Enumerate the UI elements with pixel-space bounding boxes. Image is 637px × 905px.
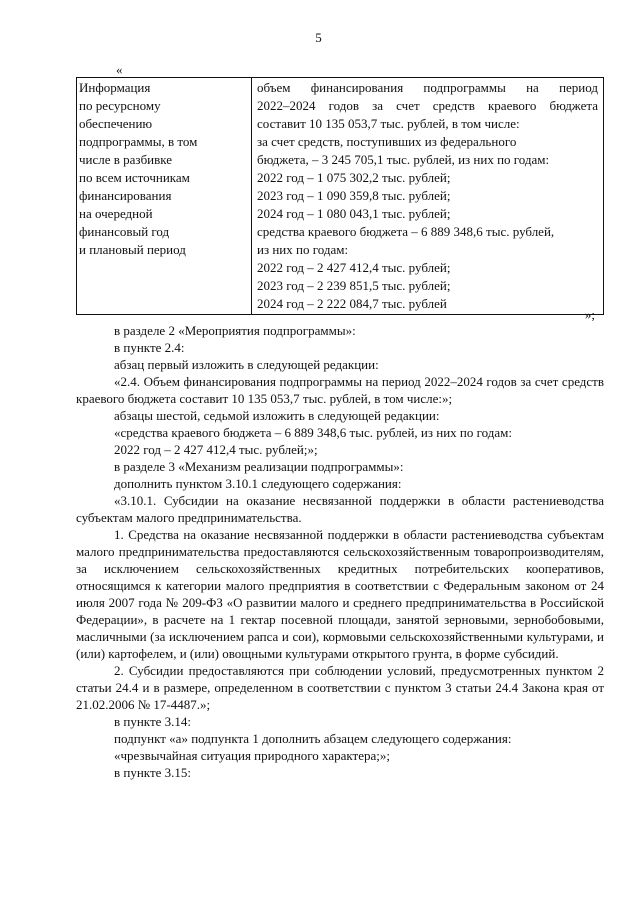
paragraph: абзацы шестой, седьмой изложить в следующей редакции: <box>114 408 440 423</box>
label-line: числе в разбивке <box>79 152 173 167</box>
value-line: из них по годам: <box>257 242 349 257</box>
paragraph: 2. Субсидии предоставляются при соблюдении условий, предусмотренных пунктом 2 статьи 24.4 и в размере, определенном в соответствии с пунктом 3 статьи 24.4 Закона края от 21.02.2006 № 17-4487.»; <box>76 663 604 712</box>
value-line: составит 10 135 053,7 тыс. рублей, в том числе: <box>257 116 520 131</box>
table-value-cell <box>252 78 604 315</box>
paragraph: 2022 год – 2 427 412,4 тыс. рублей;»; <box>114 442 318 457</box>
closing-quote-mark: »; <box>584 307 595 322</box>
table-label-cell <box>77 78 252 315</box>
paragraph: в пункте 3.15: <box>114 765 192 780</box>
label-line: обеспечению <box>79 116 153 131</box>
value-line: 2024 год – 1 080 043,1 тыс. рублей; <box>257 206 451 221</box>
label-line: и плановый период <box>79 242 186 257</box>
value-line: 2022–2024 годов за счет средств краевого бюджета <box>257 98 598 113</box>
label-line: на очередной <box>79 206 153 221</box>
page-number: 5 <box>315 30 322 45</box>
label-line: по всем источникам <box>79 170 190 185</box>
paragraph: в разделе 2 «Мероприятия подпрограммы»: <box>114 323 356 338</box>
value-line: 2023 год – 1 090 359,8 тыс. рублей; <box>257 188 451 203</box>
paragraph: в пункте 3.14: <box>114 714 192 729</box>
paragraph: 1. Средства на оказание несвязанной поддержки в области растениеводства субъектам малого предпринимательства предоставляются сельскохозяйственным товаропроизводителям, за исключением сельскохозяйственных кредитных потребительских кооперативов, относящимся к категории малого предприятия в соответствии с Федеральным законом от 24 июля 2007 года № 209-ФЗ «О развитии малого и среднего предпринимательства в Российской Федерации», в расчете на 1 гектар посевной площади, занятой зерновыми, зернобобовыми, масличными (за исключением рапса и сои), кормовыми сельскохозяйственными культурами, и (или) картофелем, и (или) овощными культурами открытого грунта, в форме субсидий. <box>76 527 604 661</box>
table-row <box>77 78 604 315</box>
label-line: финансовый год <box>79 224 170 239</box>
value-line: за счет средств, поступивших из федерального <box>257 134 517 149</box>
label-line: Информация <box>79 80 151 95</box>
paragraph: «2.4. Объем финансирования подпрограммы на период 2022–2024 годов за счет средств краевого бюджета составит 10 135 053,7 тыс. рублей, в том числе:»; <box>76 374 604 406</box>
value-line: 2023 год – 2 239 851,5 тыс. рублей; <box>257 278 451 293</box>
paragraph: дополнить пунктом 3.10.1 следующего содержания: <box>114 476 402 491</box>
label-line: по ресурсному <box>79 98 161 113</box>
value-line: объем финансирования подпрограммы на период <box>257 80 598 95</box>
label-line: финансирования <box>79 188 172 203</box>
opening-quote-mark: « <box>116 62 123 77</box>
paragraph: «3.10.1. Субсидии на оказание несвязанной поддержки в области растениеводства субъектам малого предпринимательства. <box>76 493 604 525</box>
paragraph: в пункте 2.4: <box>114 340 185 355</box>
paragraph: подпункт «а» подпункта 1 дополнить абзацем следующего содержания: <box>114 731 512 746</box>
label-line: подпрограммы, в том <box>79 134 198 149</box>
paragraph: «чрезвычайная ситуация природного характера;»; <box>114 748 391 763</box>
amendment-text <box>76 322 604 781</box>
resource-provision-table <box>76 77 604 315</box>
paragraph: «средства краевого бюджета – 6 889 348,6 тыс. рублей, из них по годам: <box>114 425 512 440</box>
value-line: 2024 год – 2 222 084,7 тыс. рублей <box>257 296 447 311</box>
value-line: 2022 год – 1 075 302,2 тыс. рублей; <box>257 170 451 185</box>
value-line: бюджета, – 3 245 705,1 тыс. рублей, из них по годам: <box>257 152 550 167</box>
value-line: средства краевого бюджета – 6 889 348,6 тыс. рублей, <box>257 224 555 239</box>
paragraph: в разделе 3 «Механизм реализации подпрограммы»: <box>114 459 404 474</box>
value-line: 2022 год – 2 427 412,4 тыс. рублей; <box>257 260 451 275</box>
paragraph: абзац первый изложить в следующей редакции: <box>114 357 379 372</box>
